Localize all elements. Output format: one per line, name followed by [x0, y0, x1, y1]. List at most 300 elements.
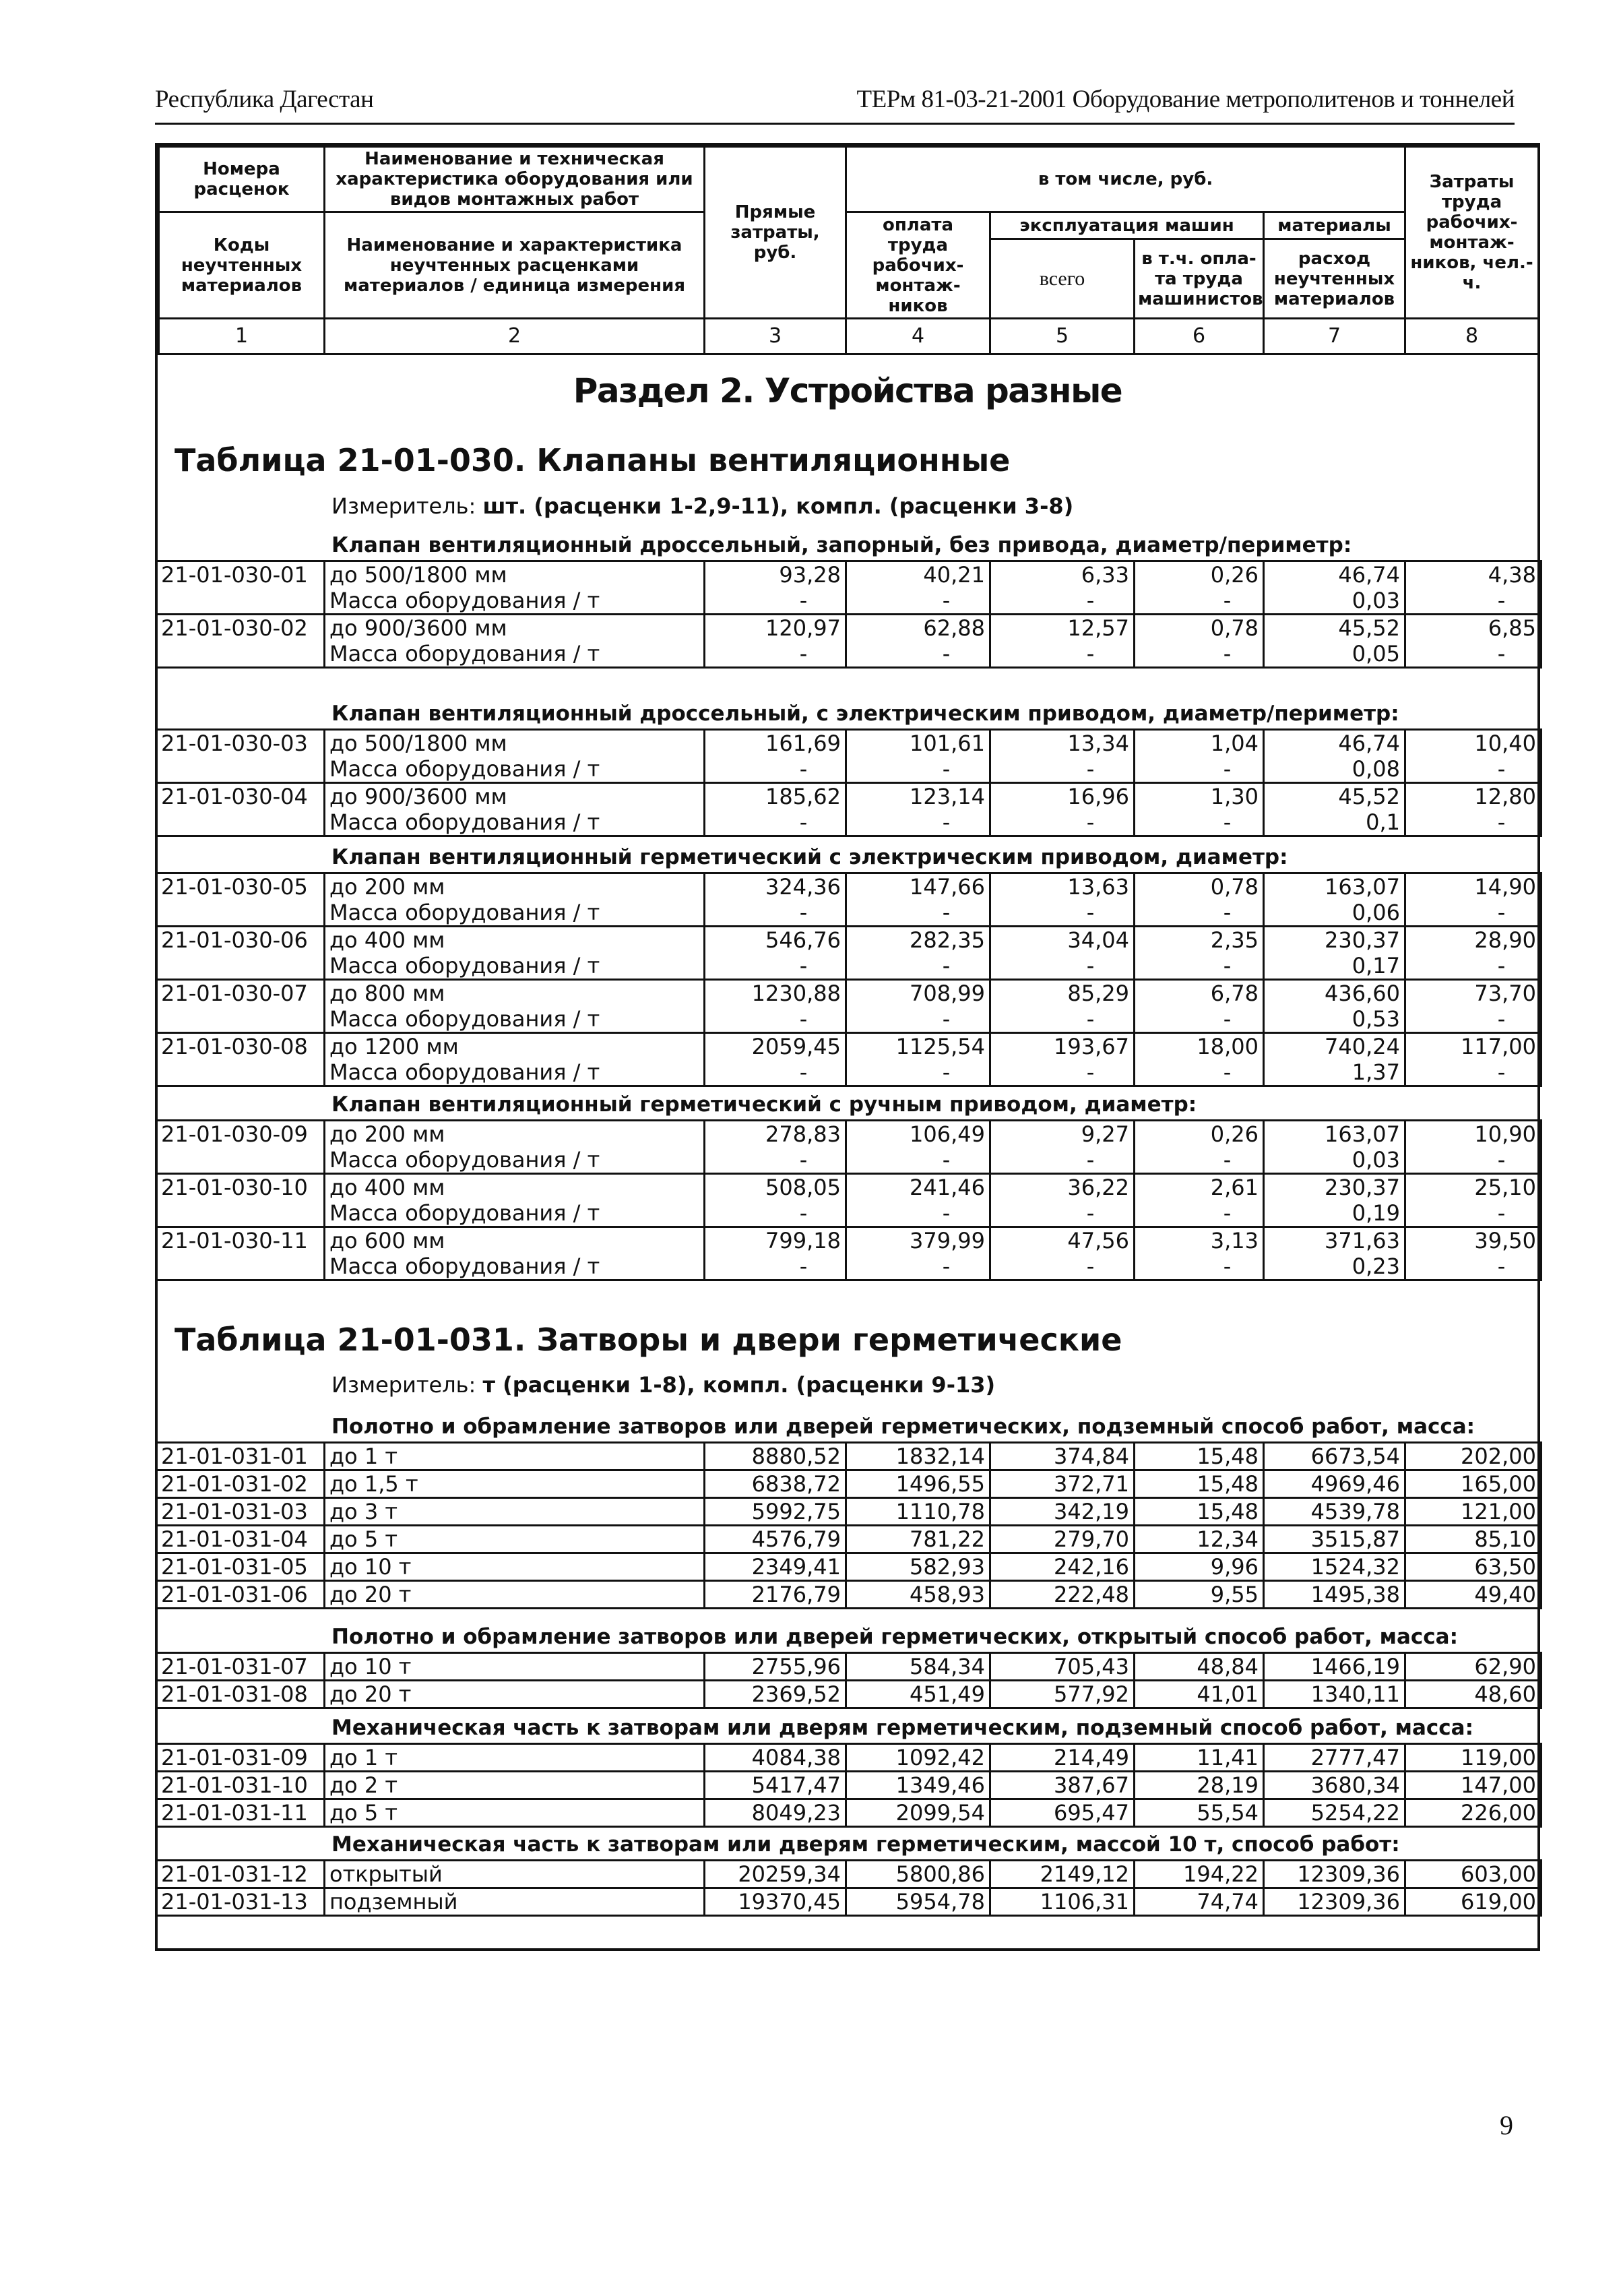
- dash-cell: -: [1405, 953, 1541, 980]
- value-cell: 582,93: [846, 1553, 990, 1581]
- dash-cell: -: [705, 588, 846, 615]
- dash-cell: -: [1135, 1253, 1264, 1280]
- value-cell: 55,54: [1135, 1799, 1264, 1827]
- value-cell: 324,36: [705, 873, 846, 900]
- dash-cell: -: [846, 588, 990, 615]
- mass-value: 0,03: [1264, 1147, 1405, 1174]
- value-cell: 2059,45: [705, 1033, 846, 1060]
- dash-cell: -: [705, 756, 846, 783]
- measure-value: шт. (расценки 1-2,9-11), компл. (расценки 3-8): [482, 493, 1074, 519]
- value-cell: 372,71: [990, 1470, 1135, 1498]
- value-cell: 1110,78: [846, 1498, 990, 1526]
- value-cell: 436,60: [1264, 980, 1405, 1007]
- dash-cell: -: [1405, 900, 1541, 927]
- rate-name: до 10 т: [325, 1553, 705, 1581]
- value-cell: 62,90: [1405, 1653, 1541, 1681]
- dash-cell: -: [846, 756, 990, 783]
- value-cell: 193,67: [990, 1033, 1135, 1060]
- dash-cell: -: [990, 641, 1135, 668]
- mass-value: 0,05: [1264, 641, 1405, 668]
- dash-cell: -: [1135, 809, 1264, 836]
- value-cell: 342,19: [990, 1498, 1135, 1526]
- table-row: [156, 615, 1541, 642]
- value-cell: 230,37: [1264, 1174, 1405, 1201]
- rate-name: до 5 т: [325, 1799, 705, 1827]
- dash-cell: -: [705, 809, 846, 836]
- value-cell: 226,00: [1405, 1799, 1541, 1827]
- col-number: 3: [705, 319, 846, 354]
- rate-code: 21-01-031-07: [156, 1653, 325, 1681]
- value-cell: 14,90: [1405, 873, 1541, 900]
- value-cell: 36,22: [990, 1174, 1135, 1201]
- empty-cell: [156, 1253, 325, 1280]
- header-machinist-pay: в т.ч. опла-та труда машинистов: [1135, 239, 1264, 319]
- header-including: в том числе, руб.: [846, 147, 1405, 212]
- value-cell: 1340,11: [1264, 1681, 1405, 1708]
- rate-name: до 500/1800 мм: [325, 730, 705, 757]
- value-cell: 147,00: [1405, 1772, 1541, 1799]
- rate-code: 21-01-030-02: [156, 615, 325, 642]
- mass-value: 0,17: [1264, 953, 1405, 980]
- value-cell: 705,43: [990, 1653, 1135, 1681]
- dash-cell: -: [1405, 1006, 1541, 1033]
- group-heading: Клапан вентиляционный герметический с ручным приводом, диаметр:: [331, 1092, 1197, 1117]
- rate-code: 21-01-030-11: [156, 1227, 325, 1254]
- header-rule: [155, 123, 1515, 125]
- value-cell: 5800,86: [846, 1861, 990, 1888]
- mass-value: 0,03: [1264, 588, 1405, 615]
- dash-cell: -: [1135, 900, 1264, 927]
- value-cell: 5417,47: [705, 1772, 846, 1799]
- table-030-measure: [331, 493, 1073, 519]
- value-cell: 5992,75: [705, 1498, 846, 1526]
- value-cell: 1106,31: [990, 1888, 1135, 1916]
- empty-cell: [156, 1006, 325, 1033]
- value-cell: 4,38: [1405, 561, 1541, 588]
- value-cell: 12,80: [1405, 783, 1541, 810]
- value-cell: 4084,38: [705, 1744, 846, 1772]
- table-row: [156, 873, 1541, 900]
- value-cell: 1495,38: [1264, 1581, 1405, 1609]
- dash-cell: -: [990, 1059, 1135, 1086]
- mass-row: [156, 809, 1541, 836]
- mass-row: [156, 1147, 1541, 1174]
- col-number: 5: [990, 319, 1135, 354]
- empty-cell: [156, 756, 325, 783]
- value-cell: 117,00: [1405, 1033, 1541, 1060]
- group-heading: Полотно и обрамление затворов или дверей герметических, подземный способ работ, масса:: [331, 1415, 1475, 1439]
- dash-cell: -: [1405, 588, 1541, 615]
- value-cell: 13,34: [990, 730, 1135, 757]
- value-cell: 123,14: [846, 783, 990, 810]
- rate-code: 21-01-031-04: [156, 1526, 325, 1553]
- dash-cell: -: [990, 1253, 1135, 1280]
- mass-label: Масса оборудования / т: [325, 756, 705, 783]
- value-cell: 120,97: [705, 615, 846, 642]
- rate-name: до 1 т: [325, 1443, 705, 1470]
- value-cell: 230,37: [1264, 927, 1405, 954]
- rate-name: до 1 т: [325, 1744, 705, 1772]
- mass-value: 1,37: [1264, 1059, 1405, 1086]
- dash-cell: -: [846, 1059, 990, 1086]
- value-cell: 2755,96: [705, 1653, 846, 1681]
- value-cell: 6838,72: [705, 1470, 846, 1498]
- document-frame: [155, 143, 1540, 1951]
- measure-label: Измеритель:: [331, 493, 483, 519]
- group-heading: Полотно и обрамление затворов или дверей герметических, открытый способ работ, масса:: [331, 1625, 1459, 1649]
- section-title: Раздел 2. Устройства разные: [573, 371, 1122, 410]
- value-cell: 48,84: [1135, 1653, 1264, 1681]
- dash-cell: -: [990, 1006, 1135, 1033]
- value-cell: 2,35: [1135, 927, 1264, 954]
- mass-label: Масса оборудования / т: [325, 900, 705, 927]
- col-number: 2: [325, 319, 705, 354]
- value-cell: 2099,54: [846, 1799, 990, 1827]
- mass-row: [156, 1253, 1541, 1280]
- page-header-left: Республика Дагестан: [155, 86, 374, 113]
- value-cell: 93,28: [705, 561, 846, 588]
- value-cell: 47,56: [990, 1227, 1135, 1254]
- value-cell: 5954,78: [846, 1888, 990, 1916]
- rates-table: [155, 560, 1542, 669]
- mass-value: 0,23: [1264, 1253, 1405, 1280]
- rate-name: до 2 т: [325, 1772, 705, 1799]
- col-number: 7: [1264, 319, 1405, 354]
- value-cell: 214,49: [990, 1744, 1135, 1772]
- value-cell: 165,00: [1405, 1470, 1541, 1498]
- table-row: [156, 1498, 1541, 1526]
- value-cell: 18,00: [1135, 1033, 1264, 1060]
- value-cell: 1524,32: [1264, 1553, 1405, 1581]
- value-cell: 577,92: [990, 1681, 1135, 1708]
- mass-label: Масса оборудования / т: [325, 1006, 705, 1033]
- value-cell: 1230,88: [705, 980, 846, 1007]
- value-cell: 10,40: [1405, 730, 1541, 757]
- value-cell: 546,76: [705, 927, 846, 954]
- group-heading: Механическая часть к затворам или дверям герметическим, массой 10 т, способ работ:: [331, 1832, 1400, 1857]
- dash-cell: -: [990, 900, 1135, 927]
- dash-cell: -: [1405, 1147, 1541, 1174]
- value-cell: 603,00: [1405, 1861, 1541, 1888]
- dash-cell: -: [1405, 809, 1541, 836]
- mass-row: [156, 1006, 1541, 1033]
- header-unaccounted-materials: расход неучтенных материалов: [1264, 239, 1405, 319]
- dash-cell: -: [1405, 756, 1541, 783]
- rates-table: [155, 1743, 1542, 1828]
- empty-cell: [156, 1200, 325, 1227]
- rate-name: открытый: [325, 1861, 705, 1888]
- value-cell: 1349,46: [846, 1772, 990, 1799]
- rate-name: до 20 т: [325, 1681, 705, 1708]
- value-cell: 1832,14: [846, 1443, 990, 1470]
- value-cell: 85,10: [1405, 1526, 1541, 1553]
- header-rate-numbers: Номера расценок: [159, 147, 325, 212]
- rate-name: до 900/3600 мм: [325, 615, 705, 642]
- mass-row: [156, 641, 1541, 668]
- value-cell: 6673,54: [1264, 1443, 1405, 1470]
- dash-cell: -: [1405, 641, 1541, 668]
- value-cell: 241,46: [846, 1174, 990, 1201]
- mass-value: 0,19: [1264, 1200, 1405, 1227]
- dash-cell: -: [705, 1147, 846, 1174]
- table-030-title: Таблица 21-01-030. Клапаны вентиляционные: [174, 442, 1011, 478]
- value-cell: 40,21: [846, 561, 990, 588]
- value-cell: 6,33: [990, 561, 1135, 588]
- dash-cell: -: [990, 953, 1135, 980]
- value-cell: 2176,79: [705, 1581, 846, 1609]
- table-031-title: Таблица 21-01-031. Затворы и двери герметические: [174, 1322, 1122, 1358]
- empty-cell: [156, 1147, 325, 1174]
- rate-code: 21-01-030-07: [156, 980, 325, 1007]
- value-cell: 194,22: [1135, 1861, 1264, 1888]
- value-cell: 12309,36: [1264, 1861, 1405, 1888]
- table-row: [156, 1653, 1541, 1681]
- table-row: [156, 1443, 1541, 1470]
- rate-name: до 500/1800 мм: [325, 561, 705, 588]
- value-cell: 708,99: [846, 980, 990, 1007]
- value-cell: 185,62: [705, 783, 846, 810]
- mass-label: Масса оборудования / т: [325, 953, 705, 980]
- table-row: [156, 561, 1541, 588]
- rate-name: до 800 мм: [325, 980, 705, 1007]
- mass-row: [156, 900, 1541, 927]
- header-material-names: Наименование и характеристика неучтенных расценками материалов / единица измерения: [325, 212, 705, 319]
- table-row: [156, 1470, 1541, 1498]
- dash-cell: -: [1135, 1006, 1264, 1033]
- value-cell: 45,52: [1264, 783, 1405, 810]
- value-cell: 49,40: [1405, 1581, 1541, 1609]
- mass-value: 0,1: [1264, 809, 1405, 836]
- rate-code: 21-01-031-10: [156, 1772, 325, 1799]
- dash-cell: -: [990, 809, 1135, 836]
- rate-name: до 20 т: [325, 1581, 705, 1609]
- value-cell: 279,70: [990, 1526, 1135, 1553]
- rate-code: 21-01-031-13: [156, 1888, 325, 1916]
- col-number: 4: [846, 319, 990, 354]
- rate-name: до 600 мм: [325, 1227, 705, 1254]
- value-cell: 508,05: [705, 1174, 846, 1201]
- mass-row: [156, 588, 1541, 615]
- value-cell: 695,47: [990, 1799, 1135, 1827]
- header-labor-costs: Затраты труда рабочих-монтаж-ников, чел.-ч.: [1405, 147, 1539, 319]
- dash-cell: -: [1135, 641, 1264, 668]
- header-machines: эксплуатация машин: [990, 212, 1264, 239]
- dash-cell: -: [846, 641, 990, 668]
- value-cell: 4969,46: [1264, 1470, 1405, 1498]
- rate-code: 21-01-031-12: [156, 1861, 325, 1888]
- value-cell: 121,00: [1405, 1498, 1541, 1526]
- empty-cell: [156, 900, 325, 927]
- value-cell: 202,00: [1405, 1443, 1541, 1470]
- dash-cell: -: [1135, 1147, 1264, 1174]
- value-cell: 39,50: [1405, 1227, 1541, 1254]
- dash-cell: -: [1135, 588, 1264, 615]
- value-cell: 9,27: [990, 1121, 1135, 1148]
- table-row: [156, 1174, 1541, 1201]
- rate-name: до 400 мм: [325, 927, 705, 954]
- value-cell: 781,22: [846, 1526, 990, 1553]
- value-cell: 20259,34: [705, 1861, 846, 1888]
- value-cell: 28,90: [1405, 927, 1541, 954]
- mass-label: Масса оборудования / т: [325, 588, 705, 615]
- measure-label: Измеритель:: [331, 1372, 483, 1398]
- value-cell: 63,50: [1405, 1553, 1541, 1581]
- dash-cell: -: [705, 1200, 846, 1227]
- value-cell: 740,24: [1264, 1033, 1405, 1060]
- column-header-table: [158, 146, 1539, 355]
- rate-code: 21-01-031-01: [156, 1443, 325, 1470]
- value-cell: 34,04: [990, 927, 1135, 954]
- dash-cell: -: [705, 900, 846, 927]
- dash-cell: -: [990, 756, 1135, 783]
- rate-name: до 10 т: [325, 1653, 705, 1681]
- rate-name: до 900/3600 мм: [325, 783, 705, 810]
- value-cell: 9,96: [1135, 1553, 1264, 1581]
- rate-code: 21-01-030-05: [156, 873, 325, 900]
- value-cell: 6,78: [1135, 980, 1264, 1007]
- value-cell: 106,49: [846, 1121, 990, 1148]
- header-direct-costs: Прямые затраты, руб.: [705, 147, 846, 319]
- value-cell: 3,13: [1135, 1227, 1264, 1254]
- mass-row: [156, 756, 1541, 783]
- page-number: 9: [1500, 2110, 1513, 2140]
- value-cell: 19370,45: [705, 1888, 846, 1916]
- dash-cell: -: [1135, 953, 1264, 980]
- table-row: [156, 1121, 1541, 1148]
- rate-name: до 1200 мм: [325, 1033, 705, 1060]
- page-header-right: ТЕРм 81-03-21-2001 Оборудование метрополитенов и тоннелей: [856, 86, 1515, 113]
- rate-code: 21-01-030-10: [156, 1174, 325, 1201]
- value-cell: 3515,87: [1264, 1526, 1405, 1553]
- table-031-measure: [331, 1372, 995, 1398]
- rate-code: 21-01-031-03: [156, 1498, 325, 1526]
- value-cell: 0,78: [1135, 615, 1264, 642]
- value-cell: 11,41: [1135, 1744, 1264, 1772]
- value-cell: 85,29: [990, 980, 1135, 1007]
- mass-value: 0,06: [1264, 900, 1405, 927]
- rate-code: 21-01-030-03: [156, 730, 325, 757]
- dash-cell: -: [846, 953, 990, 980]
- dash-cell: -: [705, 1059, 846, 1086]
- empty-cell: [156, 588, 325, 615]
- rate-code: 21-01-030-04: [156, 783, 325, 810]
- value-cell: 1092,42: [846, 1744, 990, 1772]
- empty-cell: [156, 641, 325, 668]
- table-row: [156, 927, 1541, 954]
- rates-table: [155, 728, 1542, 837]
- value-cell: 10,90: [1405, 1121, 1541, 1148]
- dash-cell: -: [1405, 1059, 1541, 1086]
- header-material-codes: Коды неучтенных материалов: [159, 212, 325, 319]
- mass-row: [156, 953, 1541, 980]
- dash-cell: -: [846, 1006, 990, 1033]
- value-cell: 13,63: [990, 873, 1135, 900]
- value-cell: 3680,34: [1264, 1772, 1405, 1799]
- value-cell: 619,00: [1405, 1888, 1541, 1916]
- header-materials: материалы: [1264, 212, 1405, 239]
- value-cell: 451,49: [846, 1681, 990, 1708]
- col-number: 8: [1405, 319, 1539, 354]
- value-cell: 163,07: [1264, 873, 1405, 900]
- value-cell: 2369,52: [705, 1681, 846, 1708]
- mass-label: Масса оборудования / т: [325, 1147, 705, 1174]
- rate-code: 21-01-030-09: [156, 1121, 325, 1148]
- table-row: [156, 1888, 1541, 1916]
- value-cell: 278,83: [705, 1121, 846, 1148]
- value-cell: 46,74: [1264, 561, 1405, 588]
- header-name-characteristics: Наименование и техническая характеристика оборудования или видов монтажных работ: [325, 147, 705, 212]
- value-cell: 282,35: [846, 927, 990, 954]
- dash-cell: -: [705, 953, 846, 980]
- empty-cell: [156, 809, 325, 836]
- value-cell: 1,04: [1135, 730, 1264, 757]
- group-heading: Механическая часть к затворам или дверям герметическим, подземный способ работ, масса:: [331, 1716, 1473, 1740]
- value-cell: 74,74: [1135, 1888, 1264, 1916]
- header-worker-pay: оплата труда рабочих-монтаж-ников: [846, 212, 990, 319]
- value-cell: 4576,79: [705, 1526, 846, 1553]
- value-cell: 1125,54: [846, 1033, 990, 1060]
- value-cell: 15,48: [1135, 1470, 1264, 1498]
- value-cell: 387,67: [990, 1772, 1135, 1799]
- value-cell: 371,63: [1264, 1227, 1405, 1254]
- dash-cell: -: [1405, 1253, 1541, 1280]
- table-row: [156, 783, 1541, 810]
- table-row: [156, 1681, 1541, 1708]
- rate-name: до 400 мм: [325, 1174, 705, 1201]
- mass-label: Масса оборудования / т: [325, 809, 705, 836]
- rates-table: [155, 1652, 1542, 1709]
- group-heading: Клапан вентиляционный герметический с электрическим приводом, диаметр:: [331, 845, 1288, 869]
- rate-code: 21-01-030-01: [156, 561, 325, 588]
- col-number: 1: [159, 319, 325, 354]
- value-cell: 12,57: [990, 615, 1135, 642]
- rates-table: [155, 1119, 1542, 1281]
- measure-value: т (расценки 1-8), компл. (расценки 9-13): [482, 1372, 996, 1398]
- header-machines-total: всего: [990, 239, 1135, 319]
- value-cell: 12309,36: [1264, 1888, 1405, 1916]
- table-row: [156, 1227, 1541, 1254]
- table-row: [156, 980, 1541, 1007]
- value-cell: 101,61: [846, 730, 990, 757]
- value-cell: 799,18: [705, 1227, 846, 1254]
- value-cell: 6,85: [1405, 615, 1541, 642]
- table-row: [156, 1581, 1541, 1609]
- dash-cell: -: [705, 1006, 846, 1033]
- value-cell: 41,01: [1135, 1681, 1264, 1708]
- rates-table: [155, 872, 1542, 1087]
- rate-name: подземный: [325, 1888, 705, 1916]
- rate-code: 21-01-031-08: [156, 1681, 325, 1708]
- value-cell: 12,34: [1135, 1526, 1264, 1553]
- value-cell: 48,60: [1405, 1681, 1541, 1708]
- value-cell: 5254,22: [1264, 1799, 1405, 1827]
- rate-name: до 5 т: [325, 1526, 705, 1553]
- rate-code: 21-01-030-08: [156, 1033, 325, 1060]
- dash-cell: -: [1405, 1200, 1541, 1227]
- value-cell: 119,00: [1405, 1744, 1541, 1772]
- value-cell: 163,07: [1264, 1121, 1405, 1148]
- value-cell: 4539,78: [1264, 1498, 1405, 1526]
- value-cell: 25,10: [1405, 1174, 1541, 1201]
- mass-label: Масса оборудования / т: [325, 641, 705, 668]
- value-cell: 28,19: [1135, 1772, 1264, 1799]
- value-cell: 8049,23: [705, 1799, 846, 1827]
- mass-value: 0,53: [1264, 1006, 1405, 1033]
- table-row: [156, 1553, 1541, 1581]
- dash-cell: -: [705, 1253, 846, 1280]
- empty-cell: [156, 1059, 325, 1086]
- table-row: [156, 1772, 1541, 1799]
